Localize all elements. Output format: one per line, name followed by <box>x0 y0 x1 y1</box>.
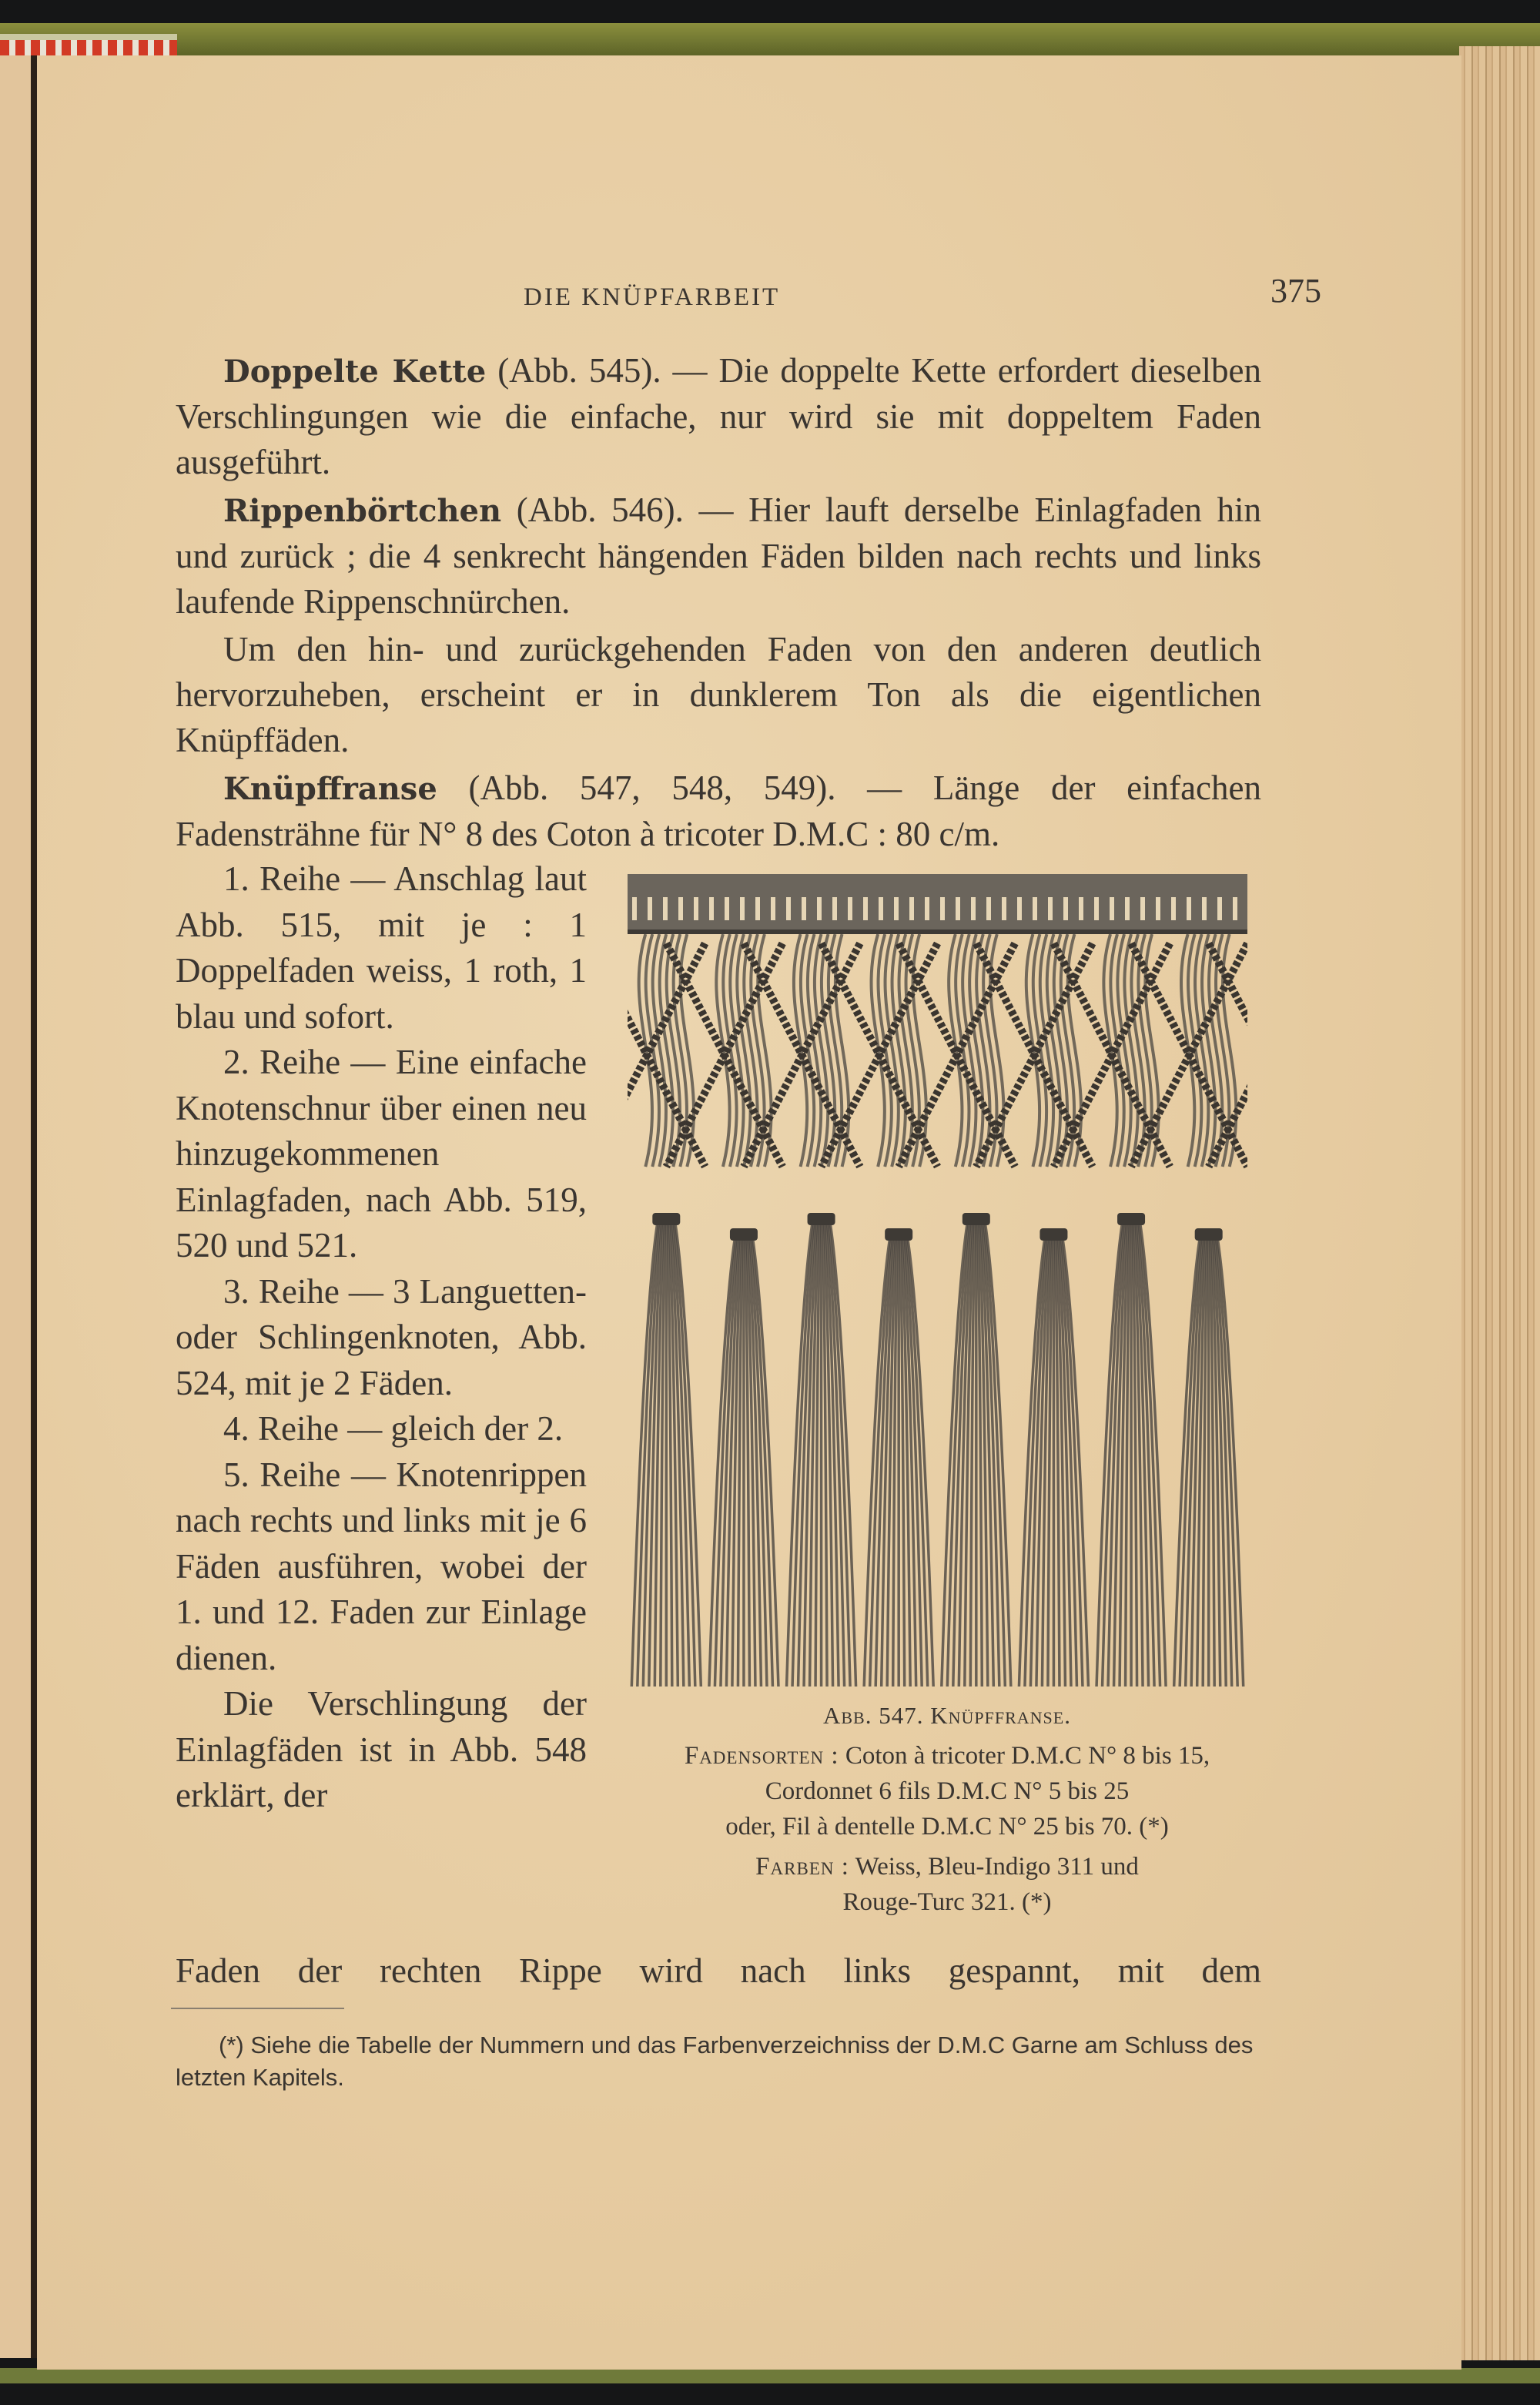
paragraph-text: (Abb. 547, 548, 549). — Länge der einfachen Fadensträhne für N° 8 des Coton à tricoter D.M.C : 80 c/m. <box>176 769 1261 853</box>
header-stitch <box>956 897 960 920</box>
tassel-knot <box>652 1213 680 1225</box>
book-cover-bottom <box>0 2368 1540 2383</box>
header-stitch <box>632 897 637 920</box>
header-stitch <box>771 897 775 920</box>
header-stitch <box>802 897 806 920</box>
header-edge <box>628 930 1247 934</box>
header-stitch <box>832 897 837 920</box>
header-stitch <box>755 897 760 920</box>
page-number: 375 <box>1270 272 1321 310</box>
paragraph-rippenboertchen <box>176 487 1261 625</box>
colors-label: Farben : <box>755 1853 849 1881</box>
verschlingung-note: Die Verschlingung der Einlagfäden ist in Abb. 548 erklärt, der <box>176 1684 587 1814</box>
header-stitch <box>1187 897 1191 920</box>
row-instructions <box>176 856 587 1819</box>
paragraph-text: (Abb. 545). — Die doppelte Kette erfordert dieselben Verschlingungen wie die einfache, nur wird sie mit doppeltem Faden ausgeführt. <box>176 351 1262 481</box>
colors-line-1 <box>608 1849 1286 1884</box>
page-stack-edge <box>1459 46 1540 2360</box>
book-cover-top <box>0 23 1540 55</box>
footnote: (*) Siehe die Tabelle der Nummern und das Farbenverzeichniss der D.M.C Garne am Schluss des letzten Kapitels. <box>176 2032 1254 2091</box>
threads-label: Fadensorten : <box>684 1742 839 1770</box>
header-stitch <box>1033 897 1037 920</box>
paragraph-text: (Abb. 546). — Hier lauft derselbe Einlagfaden hin und zurück ; die 4 senkrecht hängenden Fäden bilden nach rechts und links laufende Rippenschnürchen. <box>176 491 1261 621</box>
fringe-header-band <box>628 874 1247 932</box>
header-stitch <box>879 897 883 920</box>
header-stitch <box>1140 897 1145 920</box>
threads-text: Coton à tricoter D.M.C N° 8 bis 15, <box>845 1742 1210 1770</box>
header-stitch <box>1125 897 1130 920</box>
header-stitch <box>1233 897 1237 920</box>
row-instruction-4: 4. Reihe — gleich der 2. <box>223 1409 564 1448</box>
header-stitch <box>1002 897 1006 920</box>
paragraph-lead: Knüpffranse <box>223 771 437 807</box>
header-stitch <box>709 897 714 920</box>
header-stitch <box>663 897 668 920</box>
figure-title: Abb. 547. Knüpffranse. <box>823 1702 1071 1729</box>
header-stitch <box>1171 897 1176 920</box>
threads-line-2: Cordonnet 6 fils D.M.C N° 5 bis 25 <box>765 1777 1130 1805</box>
tassel-knot <box>1040 1228 1067 1241</box>
tassel-knot <box>1195 1228 1223 1241</box>
header-stitch <box>1048 897 1053 920</box>
header-stitch <box>1156 897 1160 920</box>
header-stitch <box>986 897 991 920</box>
paragraph-einlagfaden-note <box>176 627 1261 763</box>
header-stitch <box>1110 897 1114 920</box>
row-instruction-5: 5. Reihe — Knotenrippen nach rechts und links mit je 6 Fäden ausführen, wobei der 1. und 12. Faden zur Einlage dienen. <box>176 1455 587 1677</box>
header-stitch <box>848 897 852 920</box>
footnote-rule <box>171 2008 344 2009</box>
running-head: DIE KNÜPFARBEIT <box>524 283 781 311</box>
tassel-knot <box>1117 1213 1145 1225</box>
paragraph-doppelte-kette <box>176 348 1261 485</box>
header-stitch <box>725 897 729 920</box>
threads-line-1 <box>608 1738 1286 1774</box>
header-stitch <box>1094 897 1099 920</box>
paragraph-lead: Rippenbörtchen <box>223 493 502 529</box>
row-instruction-1: 1. Reihe — Anschlag laut Abb. 515, mit je : 1 Doppelfaden weiss, 1 roth, 1 blau und sofort. <box>176 859 587 1036</box>
threads-line-3: oder, Fil à dentelle D.M.C N° 25 bis 70. (*) <box>725 1813 1169 1841</box>
fringe-illustration <box>628 874 1247 1687</box>
header-stitch <box>786 897 791 920</box>
header-stitch <box>1217 897 1222 920</box>
header-stitch <box>648 897 652 920</box>
figure-knuepffranse <box>628 874 1247 1687</box>
header-stitch <box>694 897 698 920</box>
header-stitch <box>940 897 945 920</box>
header-stitch <box>817 897 822 920</box>
header-stitch <box>678 897 683 920</box>
header-stitch <box>925 897 929 920</box>
header-stitch <box>894 897 899 920</box>
tassel-knot <box>808 1213 835 1225</box>
tassel-knot <box>730 1228 758 1241</box>
header-stitch <box>1063 897 1068 920</box>
colors-line-2: Rouge-Turc 321. (*) <box>842 1888 1052 1916</box>
row-instruction-2: 2. Reihe — Eine einfache Knotenschnur über einen neu hinzugekommenen Einlagfaden, nach Abb. 519, 520 und 521. <box>176 1043 587 1264</box>
paragraph-knuepffranse <box>176 765 1261 857</box>
header-stitch <box>1202 897 1207 920</box>
header-stitch <box>971 897 976 920</box>
colors-text: Weiss, Bleu-Indigo 311 und <box>855 1853 1139 1881</box>
tassel-knot <box>962 1213 990 1225</box>
tassel-knot <box>885 1228 912 1241</box>
header-stitch <box>909 897 914 920</box>
header-stitch <box>863 897 868 920</box>
continuation-line: Faden der rechten Rippe wird nach links gespannt, mit dem <box>176 1951 1261 1990</box>
paragraph-text: Um den hin- und zurückgehenden Faden von den anderen deutlich hervorzuheben, erscheint er in dunklerem Ton als die eigentlichen Knüpffäden. <box>176 630 1261 759</box>
header-stitch <box>1079 897 1083 920</box>
row-instruction-3: 3. Reihe — 3 Languetten- oder Schlingenknoten, Abb. 524, mit je 2 Fäden. <box>176 1271 587 1402</box>
paragraph-lead: Doppelte Kette <box>223 353 487 390</box>
header-stitch <box>740 897 745 920</box>
left-page-edge <box>0 55 38 2358</box>
header-stitch <box>1017 897 1022 920</box>
figure-caption <box>608 1698 1286 1920</box>
